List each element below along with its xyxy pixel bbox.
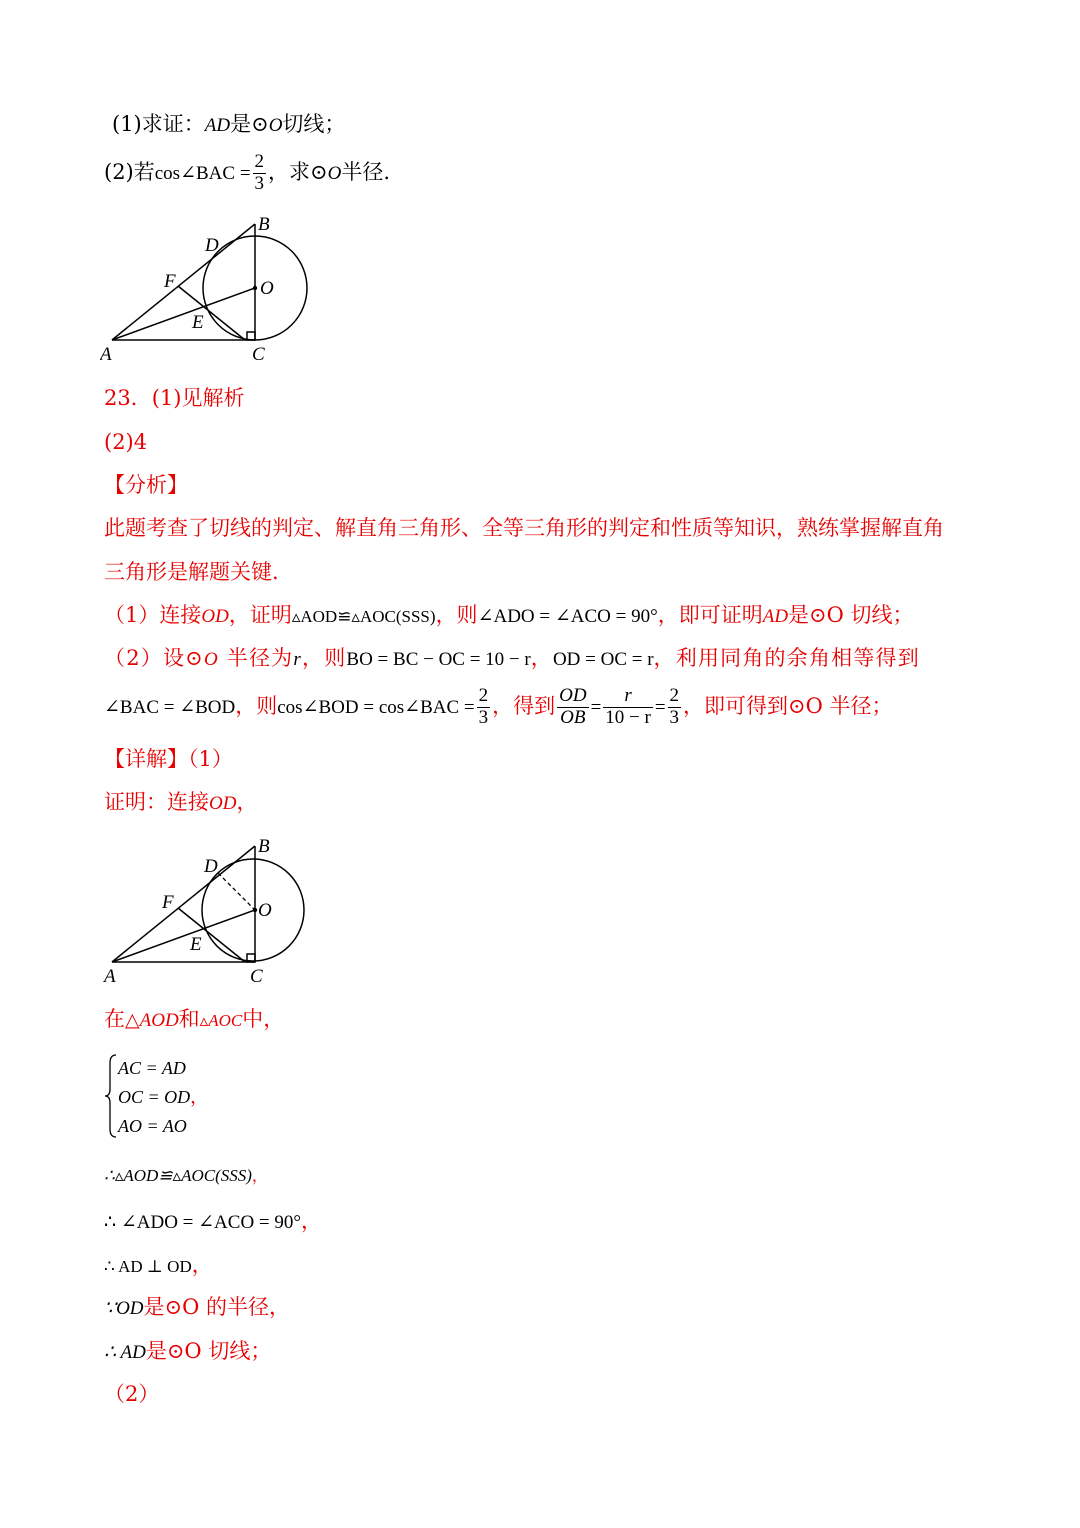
fig1-label-f: F [164,271,176,292]
fig2-label-c: C [250,966,263,987]
proof-part2-label: （2） [104,1382,160,1406]
fig2-label-e: E [190,934,202,955]
proof-step-2: ∴ ∠ADO = ∠ACO = 90°， [104,1209,322,1233]
proof-step-4: ∵OD是⊙O 的半径， [104,1295,291,1319]
fig1-label-a: A [100,344,112,365]
analysis-step-3: ∠BAC = ∠BOD，则cos∠BOD = cos∠BAC = $\frac{2}{3}$ ，得到 $\frac{OD}{OB}$ = $\frac{r}{10 - r}$ = $\frac{2}{3}$ ，即可得到⊙O 半径； [104,685,893,728]
detail-tag: 【详解】（1） [104,747,233,771]
system-brace [104,1053,118,1139]
answer-header: 23．(1)见解析 [104,386,245,410]
fig2-label-a: A [104,966,116,987]
fig1-label-o: O [260,278,274,299]
analysis-line-1: 此题考查了切线的判定、解直角三角形、全等三角形的判定和性质等知识，熟练掌握解直角 [104,516,944,540]
proof-step-5: ∴ AD是⊙O 切线； [104,1339,272,1363]
fig2-label-d: D [204,856,218,877]
fig2-label-o: O [258,900,272,921]
system-eq-3: AO = AO [118,1116,187,1136]
fig2-label-f: F [162,892,174,913]
geometry-figure-1 [100,210,320,370]
proof-intro: 证明：连接OD， [104,790,258,814]
analysis-tag: 【分析】 [104,473,188,497]
fig1-label-b: B [258,214,270,235]
system-eq-1: AC = AD [118,1058,186,1078]
fig2-label-b: B [258,836,270,857]
fig1-label-d: D [205,235,219,256]
geometry-figure-2 [100,832,320,992]
proof-in-line: 在△AOD和▵AOC中， [104,1007,285,1031]
fig1-label-e: E [192,312,204,333]
system-eq-2: OC = OD， [118,1087,209,1107]
analysis-step-1: （1）连接OD，证明▵AOD≌▵AOC(SSS)，则∠ADO = ∠ACO = 90°，即可证明AD是⊙O 切线； [104,603,914,627]
analysis-step-2: （2）设⊙O 半径为r，则BO = BC − OC = 10 − r，OD = OC = r，利用同角的余角相等得到 [104,646,920,670]
analysis-line-2: 三角形是解题关键. [104,560,279,584]
question-part2: (2)若cos∠BAC = $\frac{2}{3}$ ，求⊙O半径. [104,151,391,194]
proof-step-1: ∴▵AOD≌▵AOC(SSS)， [104,1166,268,1185]
answer-part2: (2)4 [104,430,148,454]
fig1-label-c: C [252,344,265,365]
question-part1: (1)求证：AD是⊙O切线； [112,112,346,136]
proof-step-3: ∴ AD ⊥ OD， [104,1253,213,1277]
